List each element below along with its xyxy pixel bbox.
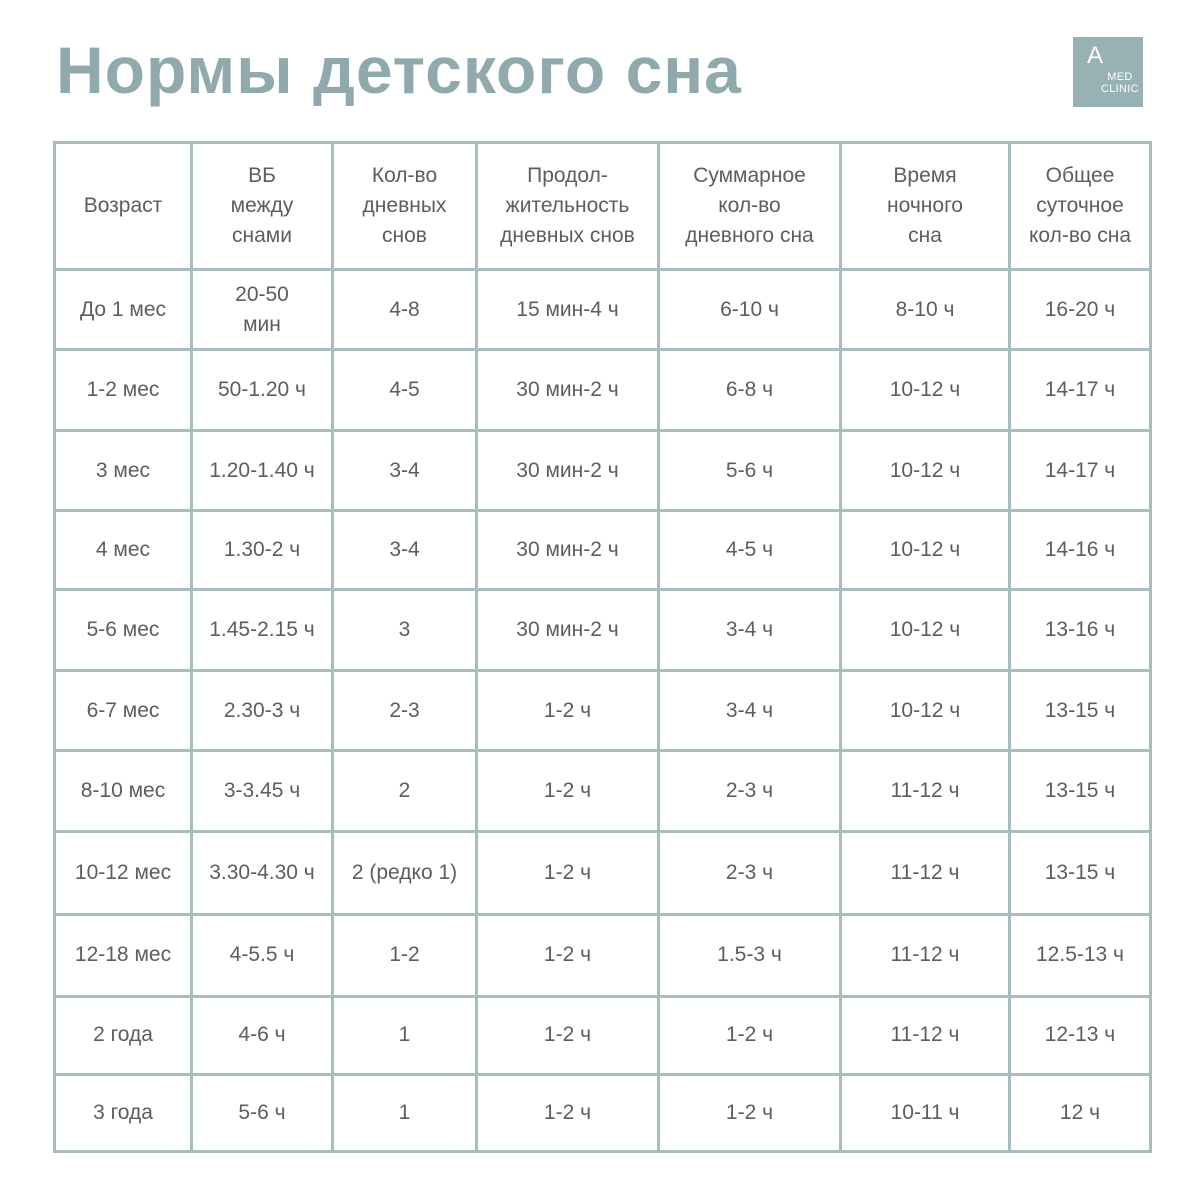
cell-naps-count: 2-3 [333,671,477,751]
cell-night-sleep: 10-12 ч [841,350,1010,431]
cell-total-daily-sleep: 13-15 ч [1010,831,1151,914]
cell-nap-duration: 1-2 ч [477,996,659,1074]
table-row [55,350,1151,431]
header-age: Возраст [55,143,192,270]
table-row [55,270,1151,350]
cell-wake-window: 3-3.45 ч [192,751,333,831]
sleep-norms-table-container [53,141,1149,1153]
cell-night-sleep: 10-12 ч [841,590,1010,671]
cell-total-daily-sleep: 12-13 ч [1010,996,1151,1074]
cell-age: До 1 мес [55,270,192,350]
cell-wake-window: 20-50 мин [192,270,333,350]
cell-wake-window: 50-1.20 ч [192,350,333,431]
cell-nap-duration: 30 мин-2 ч [477,431,659,511]
cell-nap-duration: 1-2 ч [477,914,659,996]
cell-wake-window: 1.45-2.15 ч [192,590,333,671]
cell-nap-duration: 30 мин-2 ч [477,511,659,590]
cell-total-day-sleep: 1-2 ч [659,1074,841,1151]
cell-naps-count: 4-5 [333,350,477,431]
cell-total-day-sleep: 1-2 ч [659,996,841,1074]
table-row [55,751,1151,831]
cell-naps-count: 1 [333,996,477,1074]
cell-age: 12-18 мес [55,914,192,996]
table-row [55,1074,1151,1151]
cell-total-daily-sleep: 12.5-13 ч [1010,914,1151,996]
cell-naps-count: 1-2 [333,914,477,996]
cell-total-day-sleep: 6-10 ч [659,270,841,350]
logo-subtitle [1101,71,1139,95]
cell-night-sleep: 8-10 ч [841,270,1010,350]
cell-wake-window: 2.30-3 ч [192,671,333,751]
cell-naps-count: 3-4 [333,431,477,511]
cell-total-day-sleep: 3-4 ч [659,671,841,751]
cell-total-daily-sleep: 13-16 ч [1010,590,1151,671]
logo-letter: A [1087,42,1104,69]
logo-line-clinic: CLINIC [1101,83,1139,95]
logo-line-med: MED [1107,71,1133,83]
cell-total-day-sleep: 3-4 ч [659,590,841,671]
cell-naps-count: 2 (редко 1) [333,831,477,914]
cell-wake-window: 5-6 ч [192,1074,333,1151]
sleep-norms-table [53,141,1152,1153]
cell-naps-count: 3 [333,590,477,671]
cell-total-day-sleep: 4-5 ч [659,511,841,590]
header-night-sleep: Время ночного сна [841,143,1010,270]
cell-total-day-sleep: 6-8 ч [659,350,841,431]
cell-wake-window: 3.30-4.30 ч [192,831,333,914]
cell-naps-count: 2 [333,751,477,831]
cell-naps-count: 4-8 [333,270,477,350]
cell-age: 6-7 мес [55,671,192,751]
cell-age: 4 мес [55,511,192,590]
cell-age: 5-6 мес [55,590,192,671]
cell-wake-window: 1.20-1.40 ч [192,431,333,511]
cell-nap-duration: 1-2 ч [477,671,659,751]
cell-night-sleep: 11-12 ч [841,914,1010,996]
cell-nap-duration: 15 мин-4 ч [477,270,659,350]
cell-total-daily-sleep: 13-15 ч [1010,671,1151,751]
cell-wake-window: 4-5.5 ч [192,914,333,996]
cell-total-daily-sleep: 14-16 ч [1010,511,1151,590]
cell-age: 1-2 мес [55,350,192,431]
cell-night-sleep: 11-12 ч [841,996,1010,1074]
clinic-logo [1073,37,1143,107]
table-row [55,590,1151,671]
cell-naps-count: 1 [333,1074,477,1151]
cell-night-sleep: 10-12 ч [841,671,1010,751]
table-row [55,831,1151,914]
header-total-daily-sleep: Общее суточное кол-во сна [1010,143,1151,270]
table-body [55,270,1151,1152]
header-naps-count: Кол-во дневных снов [333,143,477,270]
cell-night-sleep: 11-12 ч [841,831,1010,914]
cell-nap-duration: 1-2 ч [477,1074,659,1151]
header-wake-window: ВБ между снами [192,143,333,270]
cell-age: 10-12 мес [55,831,192,914]
cell-nap-duration: 30 мин-2 ч [477,350,659,431]
cell-total-daily-sleep: 12 ч [1010,1074,1151,1151]
table-row [55,511,1151,590]
cell-wake-window: 1.30-2 ч [192,511,333,590]
cell-nap-duration: 1-2 ч [477,751,659,831]
table-row [55,914,1151,996]
cell-total-daily-sleep: 14-17 ч [1010,431,1151,511]
cell-nap-duration: 1-2 ч [477,831,659,914]
cell-nap-duration: 30 мин-2 ч [477,590,659,671]
cell-age: 3 мес [55,431,192,511]
cell-night-sleep: 10-11 ч [841,1074,1010,1151]
header-total-day-sleep: Суммарное кол-во дневного сна [659,143,841,270]
cell-night-sleep: 10-12 ч [841,431,1010,511]
cell-age: 2 года [55,996,192,1074]
page-title: Нормы детского сна [56,33,742,107]
cell-naps-count: 3-4 [333,511,477,590]
cell-age: 3 года [55,1074,192,1151]
cell-night-sleep: 11-12 ч [841,751,1010,831]
cell-total-daily-sleep: 16-20 ч [1010,270,1151,350]
cell-total-day-sleep: 2-3 ч [659,831,841,914]
table-row [55,996,1151,1074]
table-row [55,431,1151,511]
cell-total-daily-sleep: 14-17 ч [1010,350,1151,431]
cell-wake-window: 4-6 ч [192,996,333,1074]
table-header-row [55,143,1151,270]
cell-night-sleep: 10-12 ч [841,511,1010,590]
cell-total-day-sleep: 2-3 ч [659,751,841,831]
cell-age: 8-10 мес [55,751,192,831]
cell-total-daily-sleep: 13-15 ч [1010,751,1151,831]
header-nap-duration: Продол- жительность дневных снов [477,143,659,270]
cell-total-day-sleep: 1.5-3 ч [659,914,841,996]
table-row [55,671,1151,751]
cell-total-day-sleep: 5-6 ч [659,431,841,511]
